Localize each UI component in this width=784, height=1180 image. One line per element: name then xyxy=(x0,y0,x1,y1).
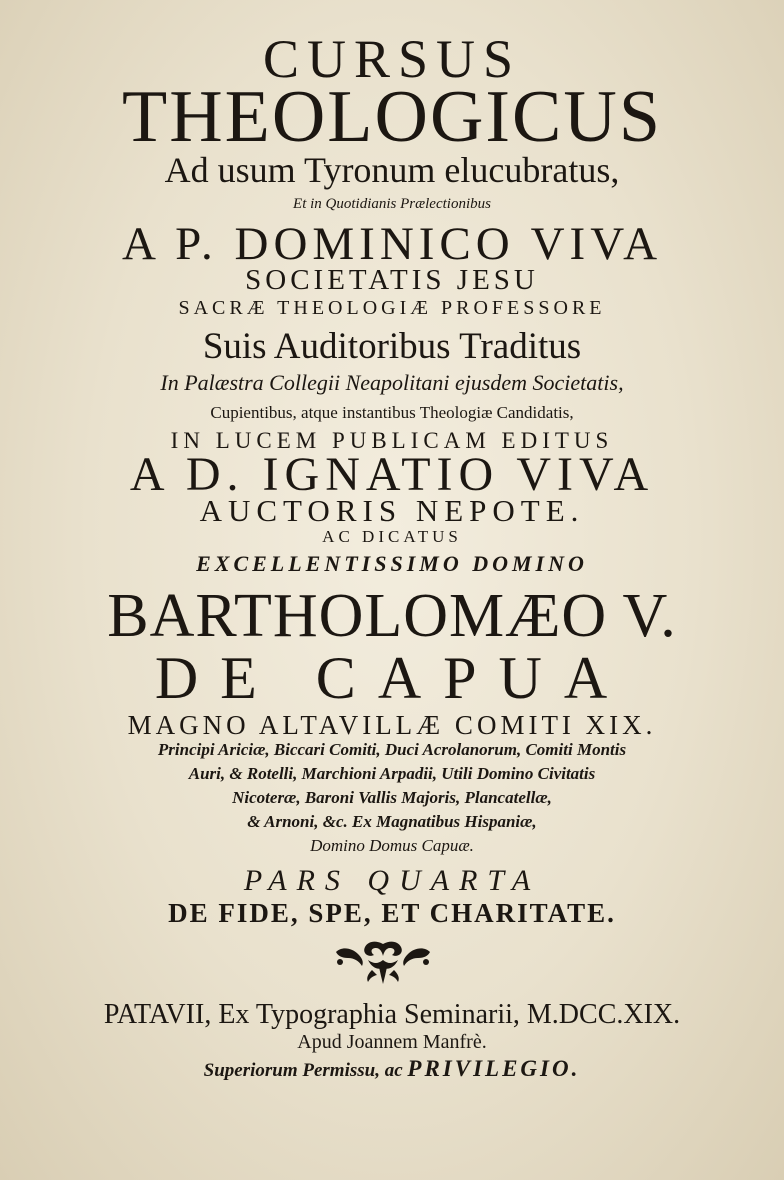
titles-line-5: Domino Domus Capuæ. xyxy=(310,836,474,855)
part-line: PARS QUARTA xyxy=(243,864,541,897)
dicatus-line: AC DICATUS xyxy=(322,527,462,546)
dedicatee-surname-line: DE CAPUA xyxy=(154,645,630,711)
subtitle-small-line: Et in Quotidianis Prælectionibus xyxy=(293,196,491,212)
nepote-line: AUCTORIS NEPOTE. xyxy=(199,493,585,528)
subject-line: DE FIDE, SPE, ET CHARITATE. xyxy=(168,898,616,928)
titles-line-4: & Arnoni, &c. Ex Magnatibus Hispaniæ, xyxy=(247,812,537,831)
titles-line-1: Principi Ariciæ, Biccari Comiti, Duci Acrolanorum, Comiti Montis xyxy=(157,740,627,759)
subtitle-line: Ad usum Tyronum elucubratus, xyxy=(164,150,620,190)
imprint-line-1: PATAVII, Ex Typographia Seminarii, M.DCC.XIX. xyxy=(103,999,681,1030)
printer-fleuron-icon xyxy=(332,938,434,988)
professor-line: SACRÆ THEOLOGIÆ PROFESSORE xyxy=(178,297,606,319)
college-line: In Palæstra Collegii Neapolitani ejusdem Societatis, xyxy=(160,370,624,395)
editus-line: IN LUCEM PUBLICAM EDITUS xyxy=(170,428,614,453)
imprint-line-2: Apud Joannem Manfrè. xyxy=(297,1031,487,1053)
editor-line: A D. IGNATIO VIVA xyxy=(129,448,655,501)
candidates-line: Cupientibus, atque instantibus Theologiæ Candidatis, xyxy=(210,403,574,422)
dedicatee-name-line: BARTHOLOMÆO V. xyxy=(107,582,677,650)
imprint-line-3 xyxy=(0,1057,784,1080)
count-title-line: MAGNO ALTAVILLÆ COMITI XIX. xyxy=(127,710,657,740)
title-line-cursus: CURSUS xyxy=(262,29,522,89)
titles-line-3: Nicoteræ, Baroni Vallis Majoris, Plancatellæ, xyxy=(232,788,552,807)
privilege-text: PRIVILEGIO. xyxy=(407,1056,581,1081)
society-line: SOCIETATIS JESU xyxy=(245,264,539,296)
traditus-line: Suis Auditoribus Traditus xyxy=(202,326,582,367)
title-line-theologicus: THEOLOGICUS xyxy=(122,76,662,158)
author-line: A P. DOMINICO VIVA xyxy=(121,218,663,270)
permission-text: Superiorum Permissu, ac xyxy=(203,1060,403,1081)
domino-line: EXCELLENTISSIMO DOMINO xyxy=(196,551,588,576)
titles-line-2: Auri, & Rotelli, Marchioni Arpadii, Utili Domino Civitatis xyxy=(188,764,596,783)
